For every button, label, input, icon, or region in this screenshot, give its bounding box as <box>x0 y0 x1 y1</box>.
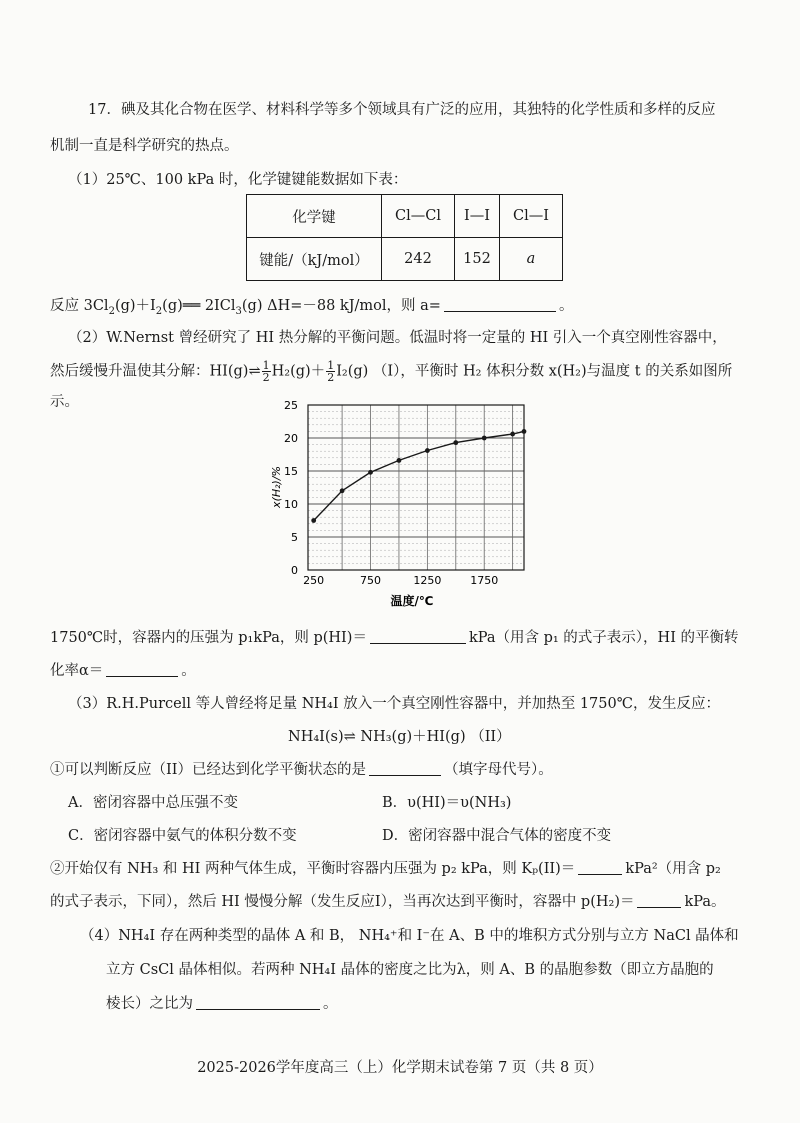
y-tick-label: 20 <box>284 432 298 445</box>
data-point <box>397 458 402 463</box>
x-tick-label: 250 <box>303 574 325 587</box>
part3-line1: （3）R.H.Purcell 等人曾经将足量 NH₄I 放入一个真空刚性容器中，并加热至 1750℃，发生反应： <box>68 696 720 712</box>
subscript: 2 <box>155 305 163 317</box>
data-point <box>482 436 487 441</box>
data-point <box>340 488 345 493</box>
x-tick-label: 1250 <box>413 574 442 587</box>
part4-line2: 立方 CsCl 晶体相似。若两种 NH₄I 晶体的密度之比为λ，则 A、B 的晶胞参数（即立方晶胞的 <box>106 962 714 978</box>
subscript: 2 <box>108 305 115 317</box>
reaction-text: (g)＋I <box>114 298 156 314</box>
fraction-half: $\frac{1}{2}$ <box>262 359 270 384</box>
answer-blank-ph2[interactable] <box>637 893 681 908</box>
table-row-label: 键能/（kJ/mol） <box>247 238 382 281</box>
part3-reaction: NH₄I(s)⇌ NH₃(g)＋HI(g) （II） <box>288 729 511 745</box>
table-header-cell: I—I <box>455 195 500 238</box>
option-b: B．υ(HI)＝υ(NH₃) <box>382 795 512 811</box>
reaction-text: H₂(g)＋ <box>271 363 326 380</box>
reaction-text: 反应 3Cl <box>50 298 109 314</box>
y-tick-label: 15 <box>284 465 298 478</box>
table-header-cell: Cl—Cl <box>382 195 455 238</box>
y-axis-ticks <box>284 399 298 577</box>
table-header-cell: 化学键 <box>247 195 382 238</box>
part1-condition: （1）25℃、100 kPa 时，化学键键能数据如下表： <box>68 172 408 188</box>
reaction-text: (g)══ 2ICl <box>162 298 236 314</box>
table-header-cell: Cl—I <box>500 195 563 238</box>
x-tick-label: 1750 <box>470 574 499 587</box>
part2-after-line2: 化率α＝ 。 <box>50 663 196 679</box>
table-header-row <box>247 195 563 238</box>
answer-blank-a[interactable] <box>444 297 556 312</box>
reaction-text: (g) ΔH=－88 kJ/mol，则 a= <box>241 298 441 314</box>
q17-intro-line2: 机制一直是科学研究的热点。 <box>50 138 239 154</box>
x-tick-label: 750 <box>360 574 382 587</box>
fraction-half: $\frac{1}{2}$ <box>327 359 335 384</box>
part3-q2-line1: ②开始仅有 NH₃ 和 HI 两种气体生成，平衡时容器内压强为 p₂ kPa，则 Kₚ(II)＝ kPa²（用含 p₂ <box>50 861 721 877</box>
q17-intro-line1: 17．碘及其化合物在医学、材料科学等多个领域具有广泛的应用，其独特的化学性质和多样的反应 <box>88 102 716 118</box>
table-row <box>247 238 563 281</box>
part3-q2-line2: 的式子表示，下同），然后 HI 慢慢分解（发生反应I），当再次达到平衡时，容器中 p(H₂)＝ kPa。 <box>50 894 726 910</box>
option-d: D．密闭容器中混合气体的密度不变 <box>382 828 612 844</box>
y-axis-label: x(H₂)/% <box>270 466 283 508</box>
part3-q1: ①可以判断反应（II）已经达到化学平衡状态的是 （填字母代号）。 <box>50 762 553 778</box>
subscript: 3 <box>235 305 242 317</box>
period: 。 <box>558 298 574 314</box>
answer-blank-kp[interactable] <box>578 860 622 875</box>
part1-reaction-line <box>50 296 573 316</box>
data-point <box>453 440 458 445</box>
data-point <box>368 470 373 475</box>
option-a: A．密闭容器中总压强不变 <box>68 795 238 811</box>
y-tick-label: 25 <box>284 399 298 412</box>
table-cell: 242 <box>382 238 455 281</box>
table-cell: a <box>500 238 563 281</box>
data-point <box>510 432 515 437</box>
y-tick-label: 10 <box>284 498 298 511</box>
chart-grid <box>308 405 524 570</box>
x-axis-ticks <box>303 574 498 587</box>
data-point <box>522 429 527 434</box>
answer-blank-alpha[interactable] <box>106 662 178 677</box>
page-footer: 2025-2026学年度高三（上）化学期末试卷第 7 页（共 8 页） <box>197 1060 603 1076</box>
chart-frame <box>308 405 524 570</box>
y-tick-label: 5 <box>291 531 298 544</box>
part4-line3: 棱长）之比为 。 <box>106 996 338 1012</box>
answer-blank-ratio[interactable] <box>196 995 320 1010</box>
part2-line2 <box>50 360 732 383</box>
part2-line1: （2）W.Nernst 曾经研究了 HI 热分解的平衡问题。低温时将一定量的 HI 引入一个真空刚性容器中， <box>68 330 727 346</box>
reaction-text: I₂(g) （I），平衡时 H₂ 体积分数 x(H₂)与温度 t 的关系如图所 <box>336 363 733 380</box>
part2-line3: 示。 <box>50 394 79 410</box>
y-tick-label: 0 <box>291 564 298 577</box>
part2-after-line1: 1750℃时，容器内的压强为 p₁kPa，则 p(HI)＝ kPa（用含 p₁ 的式子表示），HI 的平衡转 <box>50 630 739 646</box>
part4-line1: （4）NH₄I 存在两种类型的晶体 A 和 B， NH₄⁺和 I⁻在 A、B 中的堆积方式分别与立方 NaCl 晶体和 <box>80 928 739 944</box>
answer-blank-phi[interactable] <box>370 629 466 644</box>
data-point <box>311 518 316 523</box>
reaction-text: 然后缓慢升温使其分解：HI(g)⇌ <box>50 363 261 380</box>
series-points <box>311 429 526 523</box>
bond-energy-table <box>246 194 563 281</box>
x-axis-label: 温度/℃ <box>390 594 434 608</box>
option-c: C．密闭容器中氨气的体积分数不变 <box>68 828 297 844</box>
data-point <box>425 448 430 453</box>
xh2-temperature-chart <box>262 397 552 612</box>
table-cell: 152 <box>455 238 500 281</box>
answer-blank-choice[interactable] <box>369 761 441 776</box>
